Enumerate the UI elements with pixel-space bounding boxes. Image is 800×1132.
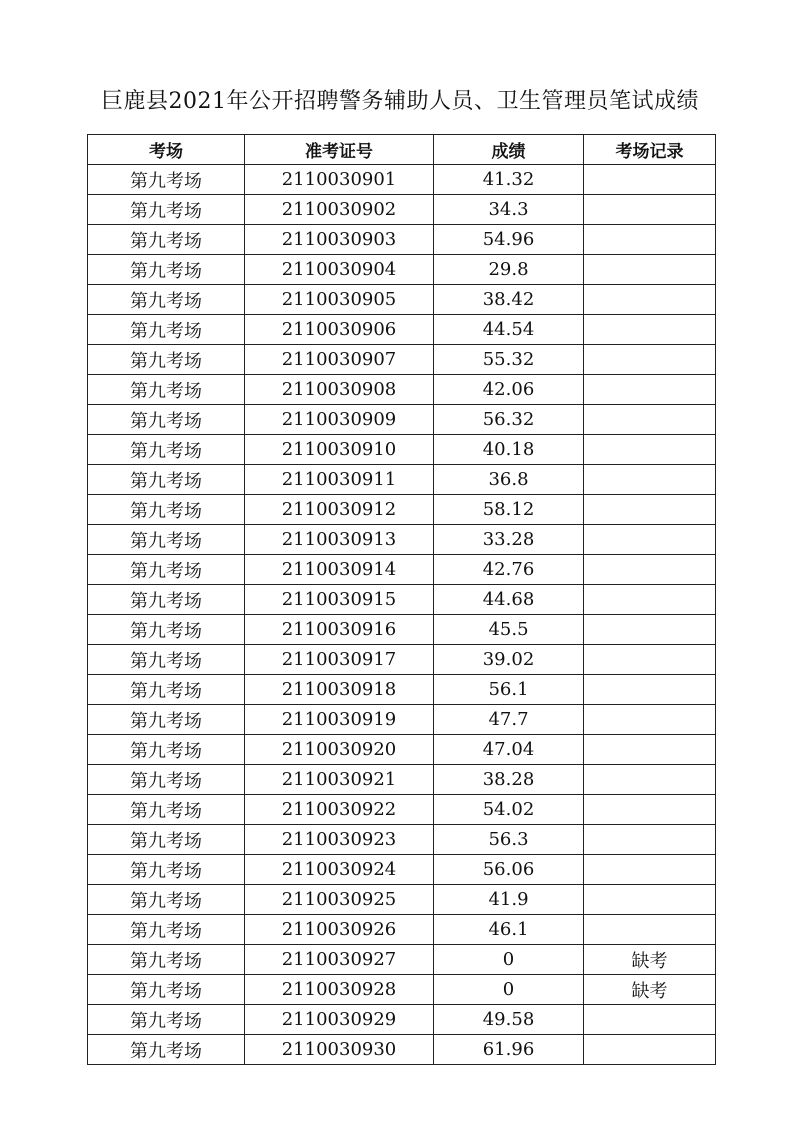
cell-room-record xyxy=(584,495,716,525)
cell-exam-room: 第九考场 xyxy=(88,1035,245,1065)
header-exam-room: 考场 xyxy=(88,135,245,165)
header-row xyxy=(88,135,716,165)
table-row xyxy=(88,1035,716,1065)
cell-room-record xyxy=(584,315,716,345)
cell-score: 44.68 xyxy=(434,585,584,615)
cell-score: 44.54 xyxy=(434,315,584,345)
cell-ticket-number: 2110030919 xyxy=(245,705,434,735)
table-row xyxy=(88,165,716,195)
cell-ticket-number: 2110030911 xyxy=(245,465,434,495)
cell-score: 46.1 xyxy=(434,915,584,945)
cell-ticket-number: 2110030912 xyxy=(245,495,434,525)
cell-exam-room: 第九考场 xyxy=(88,645,245,675)
cell-exam-room: 第九考场 xyxy=(88,285,245,315)
cell-exam-room: 第九考场 xyxy=(88,825,245,855)
scores-table xyxy=(87,134,716,1065)
table-row xyxy=(88,495,716,525)
cell-ticket-number: 2110030906 xyxy=(245,315,434,345)
table-row xyxy=(88,525,716,555)
header-score: 成绩 xyxy=(434,135,584,165)
cell-score: 34.3 xyxy=(434,195,584,225)
cell-room-record xyxy=(584,255,716,285)
cell-ticket-number: 2110030905 xyxy=(245,285,434,315)
cell-score: 0 xyxy=(434,975,584,1005)
table-row xyxy=(88,585,716,615)
cell-exam-room: 第九考场 xyxy=(88,165,245,195)
cell-ticket-number: 2110030922 xyxy=(245,795,434,825)
cell-room-record xyxy=(584,465,716,495)
cell-exam-room: 第九考场 xyxy=(88,765,245,795)
cell-score: 41.32 xyxy=(434,165,584,195)
cell-score: 49.58 xyxy=(434,1005,584,1035)
table-row xyxy=(88,555,716,585)
cell-room-record xyxy=(584,795,716,825)
cell-room-record xyxy=(584,585,716,615)
page-title: 巨鹿县2021年公开招聘警务辅助人员、卫生管理员笔试成绩 xyxy=(101,89,699,114)
table-row xyxy=(88,735,716,765)
cell-ticket-number: 2110030923 xyxy=(245,825,434,855)
cell-room-record xyxy=(584,855,716,885)
cell-room-record: 缺考 xyxy=(584,975,716,1005)
cell-exam-room: 第九考场 xyxy=(88,975,245,1005)
cell-room-record xyxy=(584,165,716,195)
cell-room-record xyxy=(584,825,716,855)
cell-ticket-number: 2110030903 xyxy=(245,225,434,255)
table-row xyxy=(88,855,716,885)
table-row xyxy=(88,255,716,285)
cell-room-record xyxy=(584,765,716,795)
cell-score: 0 xyxy=(434,945,584,975)
cell-score: 45.5 xyxy=(434,615,584,645)
cell-score: 38.28 xyxy=(434,765,584,795)
table-row xyxy=(88,315,716,345)
cell-ticket-number: 2110030902 xyxy=(245,195,434,225)
cell-score: 36.8 xyxy=(434,465,584,495)
cell-ticket-number: 2110030928 xyxy=(245,975,434,1005)
cell-room-record xyxy=(584,915,716,945)
table-row xyxy=(88,825,716,855)
table-row xyxy=(88,975,716,1005)
cell-ticket-number: 2110030909 xyxy=(245,405,434,435)
cell-room-record xyxy=(584,675,716,705)
cell-score: 39.02 xyxy=(434,645,584,675)
cell-score: 42.76 xyxy=(434,555,584,585)
table-row xyxy=(88,945,716,975)
cell-ticket-number: 2110030925 xyxy=(245,885,434,915)
cell-room-record xyxy=(584,555,716,585)
cell-exam-room: 第九考场 xyxy=(88,615,245,645)
cell-ticket-number: 2110030917 xyxy=(245,645,434,675)
cell-exam-room: 第九考场 xyxy=(88,345,245,375)
cell-exam-room: 第九考场 xyxy=(88,555,245,585)
cell-ticket-number: 2110030910 xyxy=(245,435,434,465)
table-row xyxy=(88,645,716,675)
cell-score: 41.9 xyxy=(434,885,584,915)
cell-ticket-number: 2110030916 xyxy=(245,615,434,645)
cell-score: 61.96 xyxy=(434,1035,584,1065)
cell-ticket-number: 2110030907 xyxy=(245,345,434,375)
cell-room-record xyxy=(584,705,716,735)
cell-room-record xyxy=(584,1035,716,1065)
table-row xyxy=(88,675,716,705)
cell-score: 33.28 xyxy=(434,525,584,555)
header-ticket-number: 准考证号 xyxy=(245,135,434,165)
table-row xyxy=(88,435,716,465)
cell-score: 40.18 xyxy=(434,435,584,465)
cell-ticket-number: 2110030921 xyxy=(245,765,434,795)
cell-ticket-number: 2110030904 xyxy=(245,255,434,285)
cell-score: 42.06 xyxy=(434,375,584,405)
table-row xyxy=(88,405,716,435)
cell-ticket-number: 2110030927 xyxy=(245,945,434,975)
table-row xyxy=(88,345,716,375)
table-row xyxy=(88,915,716,945)
cell-room-record xyxy=(584,345,716,375)
cell-exam-room: 第九考场 xyxy=(88,885,245,915)
table-row xyxy=(88,885,716,915)
cell-ticket-number: 2110030929 xyxy=(245,1005,434,1035)
table-row xyxy=(88,375,716,405)
cell-ticket-number: 2110030930 xyxy=(245,1035,434,1065)
cell-score: 54.02 xyxy=(434,795,584,825)
cell-room-record xyxy=(584,405,716,435)
cell-exam-room: 第九考场 xyxy=(88,525,245,555)
cell-ticket-number: 2110030914 xyxy=(245,555,434,585)
cell-ticket-number: 2110030901 xyxy=(245,165,434,195)
table-row xyxy=(88,465,716,495)
cell-exam-room: 第九考场 xyxy=(88,195,245,225)
cell-exam-room: 第九考场 xyxy=(88,585,245,615)
cell-score: 38.42 xyxy=(434,285,584,315)
cell-ticket-number: 2110030918 xyxy=(245,675,434,705)
cell-ticket-number: 2110030920 xyxy=(245,735,434,765)
cell-score: 47.7 xyxy=(434,705,584,735)
cell-exam-room: 第九考场 xyxy=(88,735,245,765)
cell-room-record xyxy=(584,645,716,675)
table-header xyxy=(88,135,716,165)
cell-exam-room: 第九考场 xyxy=(88,855,245,885)
cell-room-record xyxy=(584,885,716,915)
cell-exam-room: 第九考场 xyxy=(88,945,245,975)
cell-ticket-number: 2110030908 xyxy=(245,375,434,405)
cell-exam-room: 第九考场 xyxy=(88,375,245,405)
table-row xyxy=(88,225,716,255)
cell-room-record xyxy=(584,735,716,765)
cell-exam-room: 第九考场 xyxy=(88,915,245,945)
cell-exam-room: 第九考场 xyxy=(88,225,245,255)
cell-score: 56.32 xyxy=(434,405,584,435)
cell-room-record xyxy=(584,195,716,225)
cell-exam-room: 第九考场 xyxy=(88,705,245,735)
cell-ticket-number: 2110030913 xyxy=(245,525,434,555)
cell-ticket-number: 2110030926 xyxy=(245,915,434,945)
cell-exam-room: 第九考场 xyxy=(88,315,245,345)
table-row xyxy=(88,795,716,825)
cell-exam-room: 第九考场 xyxy=(88,435,245,465)
cell-room-record xyxy=(584,225,716,255)
cell-score: 56.3 xyxy=(434,825,584,855)
cell-score: 56.1 xyxy=(434,675,584,705)
cell-room-record: 缺考 xyxy=(584,945,716,975)
cell-score: 47.04 xyxy=(434,735,584,765)
table-row xyxy=(88,765,716,795)
cell-room-record xyxy=(584,1005,716,1035)
cell-room-record xyxy=(584,435,716,465)
cell-score: 55.32 xyxy=(434,345,584,375)
cell-score: 29.8 xyxy=(434,255,584,285)
cell-room-record xyxy=(584,525,716,555)
cell-ticket-number: 2110030924 xyxy=(245,855,434,885)
table-row xyxy=(88,705,716,735)
cell-exam-room: 第九考场 xyxy=(88,795,245,825)
cell-exam-room: 第九考场 xyxy=(88,675,245,705)
cell-room-record xyxy=(584,615,716,645)
cell-score: 56.06 xyxy=(434,855,584,885)
cell-exam-room: 第九考场 xyxy=(88,465,245,495)
cell-exam-room: 第九考场 xyxy=(88,495,245,525)
table-row xyxy=(88,1005,716,1035)
table-row xyxy=(88,615,716,645)
table-row xyxy=(88,195,716,225)
cell-ticket-number: 2110030915 xyxy=(245,585,434,615)
cell-score: 54.96 xyxy=(434,225,584,255)
cell-score: 58.12 xyxy=(434,495,584,525)
table-row xyxy=(88,285,716,315)
header-room-record: 考场记录 xyxy=(584,135,716,165)
cell-room-record xyxy=(584,375,716,405)
cell-room-record xyxy=(584,285,716,315)
cell-exam-room: 第九考场 xyxy=(88,255,245,285)
cell-exam-room: 第九考场 xyxy=(88,1005,245,1035)
table-body xyxy=(88,165,716,1065)
cell-exam-room: 第九考场 xyxy=(88,405,245,435)
